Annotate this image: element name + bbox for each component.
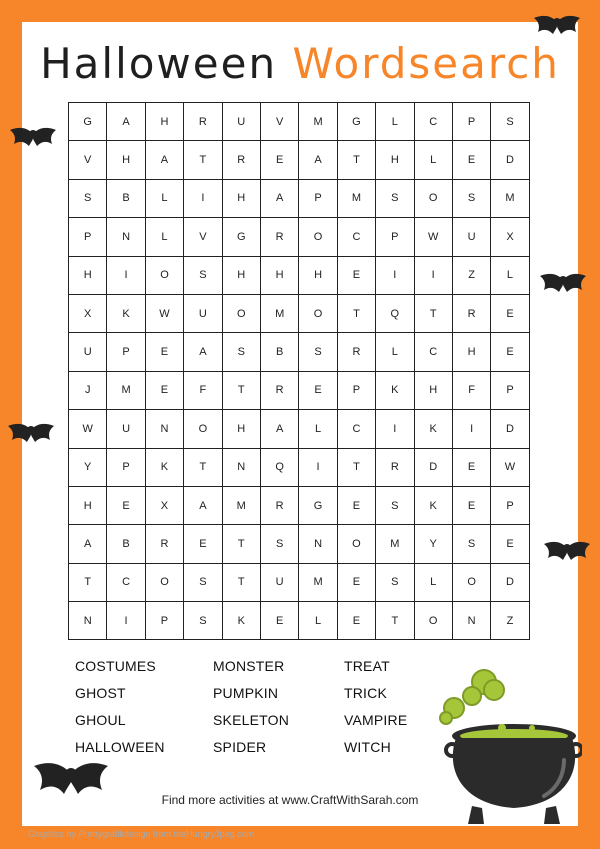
grid-cell: E [107,486,145,524]
grid-row [69,371,530,409]
grid-cell: O [299,294,337,332]
grid-cell: D [491,410,529,448]
grid-cell: U [107,410,145,448]
grid-cell: S [184,563,222,601]
grid-cell: Y [414,525,452,563]
grid-cell: U [222,103,260,141]
grid-cell: T [222,563,260,601]
grid-row [69,563,530,601]
grid-cell: H [260,256,298,294]
page-title [0,38,600,90]
grid-cell: W [414,218,452,256]
grid-cell: S [184,602,222,640]
grid-cell: R [145,525,183,563]
letter-grid [68,102,530,640]
word-item: HALLOWEEN [75,739,165,755]
grid-cell: R [452,294,490,332]
grid-cell: R [337,333,375,371]
grid-cell: Q [260,448,298,486]
grid-cell: E [491,333,529,371]
grid-cell: P [107,448,145,486]
grid-cell: M [260,294,298,332]
grid-cell: P [376,218,414,256]
grid-cell: E [145,371,183,409]
grid-cell: O [145,256,183,294]
grid-cell: P [69,218,107,256]
grid-cell: I [376,256,414,294]
grid-cell: X [491,218,529,256]
grid-cell: P [145,602,183,640]
grid-cell: U [260,563,298,601]
grid-cell: I [452,410,490,448]
grid-cell: E [299,371,337,409]
grid-cell: S [491,103,529,141]
grid-row [69,602,530,640]
grid-cell: H [69,486,107,524]
grid-cell: T [69,563,107,601]
grid-cell: N [222,448,260,486]
grid-cell: D [491,141,529,179]
grid-cell: M [337,179,375,217]
title-halloween: Halloween [40,39,278,88]
grid-cell: L [491,256,529,294]
grid-cell: M [107,371,145,409]
grid-cell: A [260,179,298,217]
grid-cell: A [260,410,298,448]
grid-row [69,179,530,217]
grid-cell: H [299,256,337,294]
grid-cell: I [376,410,414,448]
grid-cell: C [414,333,452,371]
grid-cell: H [69,256,107,294]
grid-row [69,294,530,332]
grid-cell: S [376,486,414,524]
grid-cell: I [107,256,145,294]
grid-row [69,486,530,524]
grid-cell: K [376,371,414,409]
grid-cell: O [222,294,260,332]
grid-cell: B [107,179,145,217]
grid-cell: H [222,256,260,294]
grid-cell: L [414,141,452,179]
word-item: VAMPIRE [344,712,408,728]
grid-cell: R [260,486,298,524]
grid-row [69,141,530,179]
grid-cell: O [145,563,183,601]
grid-cell: B [260,333,298,371]
grid-row [69,448,530,486]
grid-cell: J [69,371,107,409]
grid-cell: E [452,486,490,524]
grid-cell: G [299,486,337,524]
grid-cell: C [414,103,452,141]
grid-cell: A [69,525,107,563]
grid-cell: P [107,333,145,371]
grid-cell: S [260,525,298,563]
word-column-2 [213,656,353,764]
grid-cell: W [145,294,183,332]
grid-cell: V [260,103,298,141]
grid-cell: S [222,333,260,371]
grid-cell: P [337,371,375,409]
grid-cell: R [184,103,222,141]
grid-cell: R [260,371,298,409]
grid-cell: E [452,448,490,486]
grid-cell: F [452,371,490,409]
grid-cell: W [491,448,529,486]
grid-cell: A [184,486,222,524]
grid-cell: T [337,448,375,486]
grid-cell: O [414,602,452,640]
grid-cell: G [337,103,375,141]
grid-cell: E [491,525,529,563]
grid-cell: G [69,103,107,141]
credit-text: Graphics by Prettygrafikdesign from theHungryJpeg.com [28,829,255,839]
grid-cell: T [222,371,260,409]
grid-cell: H [222,179,260,217]
grid-cell: T [337,141,375,179]
grid-cell: E [145,333,183,371]
grid-cell: P [452,103,490,141]
grid-cell: C [337,218,375,256]
grid-cell: E [260,141,298,179]
grid-cell: S [452,179,490,217]
grid-cell: S [184,256,222,294]
grid-cell: N [299,525,337,563]
grid-cell: D [491,563,529,601]
grid-cell: C [107,563,145,601]
grid-cell: P [491,371,529,409]
grid-cell: A [145,141,183,179]
footer-text: Find more activities at www.CraftWithSarah.com [161,793,419,807]
grid-cell: S [299,333,337,371]
grid-cell: R [222,141,260,179]
grid-cell: O [337,525,375,563]
grid-cell: U [69,333,107,371]
grid-cell: E [337,563,375,601]
grid-cell: L [376,333,414,371]
word-item: GHOUL [75,712,126,728]
grid-cell: H [452,333,490,371]
grid-cell: Z [491,602,529,640]
word-item: GHOST [75,685,126,701]
grid-cell: O [414,179,452,217]
grid-cell: S [376,563,414,601]
grid-cell: G [222,218,260,256]
grid-cell: X [69,294,107,332]
grid-cell: M [299,563,337,601]
grid-cell: P [491,486,529,524]
grid-cell: H [414,371,452,409]
word-item: TRICK [344,685,387,701]
grid-row [69,103,530,141]
title-wordsearch: Wordsearch [292,39,560,88]
grid-row [69,410,530,448]
word-item: MONSTER [213,658,285,674]
word-item: SPIDER [213,739,267,755]
grid-cell: Q [376,294,414,332]
grid-cell: T [414,294,452,332]
grid-cell: I [299,448,337,486]
word-item: SKELETON [213,712,290,728]
grid-cell: I [107,602,145,640]
grid-cell: S [452,525,490,563]
grid-cell: K [414,410,452,448]
grid-cell: L [414,563,452,601]
grid-cell: T [184,141,222,179]
grid-cell: H [145,103,183,141]
grid-cell: N [107,218,145,256]
grid-cell: L [376,103,414,141]
grid-cell: S [376,179,414,217]
grid-cell: Y [69,448,107,486]
word-item: TREAT [344,658,390,674]
grid-cell: U [184,294,222,332]
grid-cell: H [376,141,414,179]
grid-cell: T [337,294,375,332]
grid-cell: U [452,218,490,256]
grid-cell: N [452,602,490,640]
grid-cell: Z [452,256,490,294]
grid-cell: N [145,410,183,448]
word-item: COSTUMES [75,658,156,674]
grid-cell: R [376,448,414,486]
bat-icon [530,10,584,42]
grid-cell: F [184,371,222,409]
grid-row [69,333,530,371]
grid-cell: K [107,294,145,332]
grid-cell: A [299,141,337,179]
word-item: WITCH [344,739,391,755]
grid-cell: K [145,448,183,486]
grid-cell: E [260,602,298,640]
grid-cell: E [184,525,222,563]
grid-cell: H [222,410,260,448]
grid-cell: K [414,486,452,524]
grid-cell: M [491,179,529,217]
grid-cell: M [376,525,414,563]
grid-cell: E [337,602,375,640]
grid-cell: K [222,602,260,640]
grid-cell: V [69,141,107,179]
grid-cell: E [452,141,490,179]
grid-cell: A [184,333,222,371]
grid-cell: V [184,218,222,256]
grid-cell: M [299,103,337,141]
grid-row [69,256,530,294]
grid-cell: M [222,486,260,524]
grid-cell: T [376,602,414,640]
grid-cell: L [145,179,183,217]
grid-cell: I [184,179,222,217]
grid-cell: O [299,218,337,256]
grid-cell: R [260,218,298,256]
grid-row [69,525,530,563]
grid-cell: N [69,602,107,640]
grid-cell: O [452,563,490,601]
word-item: PUMPKIN [213,685,279,701]
grid-cell: S [69,179,107,217]
grid-cell: L [299,410,337,448]
grid-cell: A [107,103,145,141]
grid-cell: E [491,294,529,332]
grid-row [69,218,530,256]
grid-cell: B [107,525,145,563]
grid-cell: W [69,410,107,448]
grid-cell: P [299,179,337,217]
bat-icon [6,120,60,154]
grid-cell: L [299,602,337,640]
grid-cell: T [184,448,222,486]
grid-cell: L [145,218,183,256]
bat-icon [536,266,590,300]
grid-cell: H [107,141,145,179]
grid-cell: D [414,448,452,486]
grid-cell: X [145,486,183,524]
grid-cell: C [337,410,375,448]
grid-cell: E [337,256,375,294]
bat-icon [4,416,58,450]
grid-cell: O [184,410,222,448]
grid-cell: T [222,525,260,563]
grid-cell: E [337,486,375,524]
bat-icon [540,534,594,568]
grid-cell: I [414,256,452,294]
word-column-1 [75,656,215,764]
